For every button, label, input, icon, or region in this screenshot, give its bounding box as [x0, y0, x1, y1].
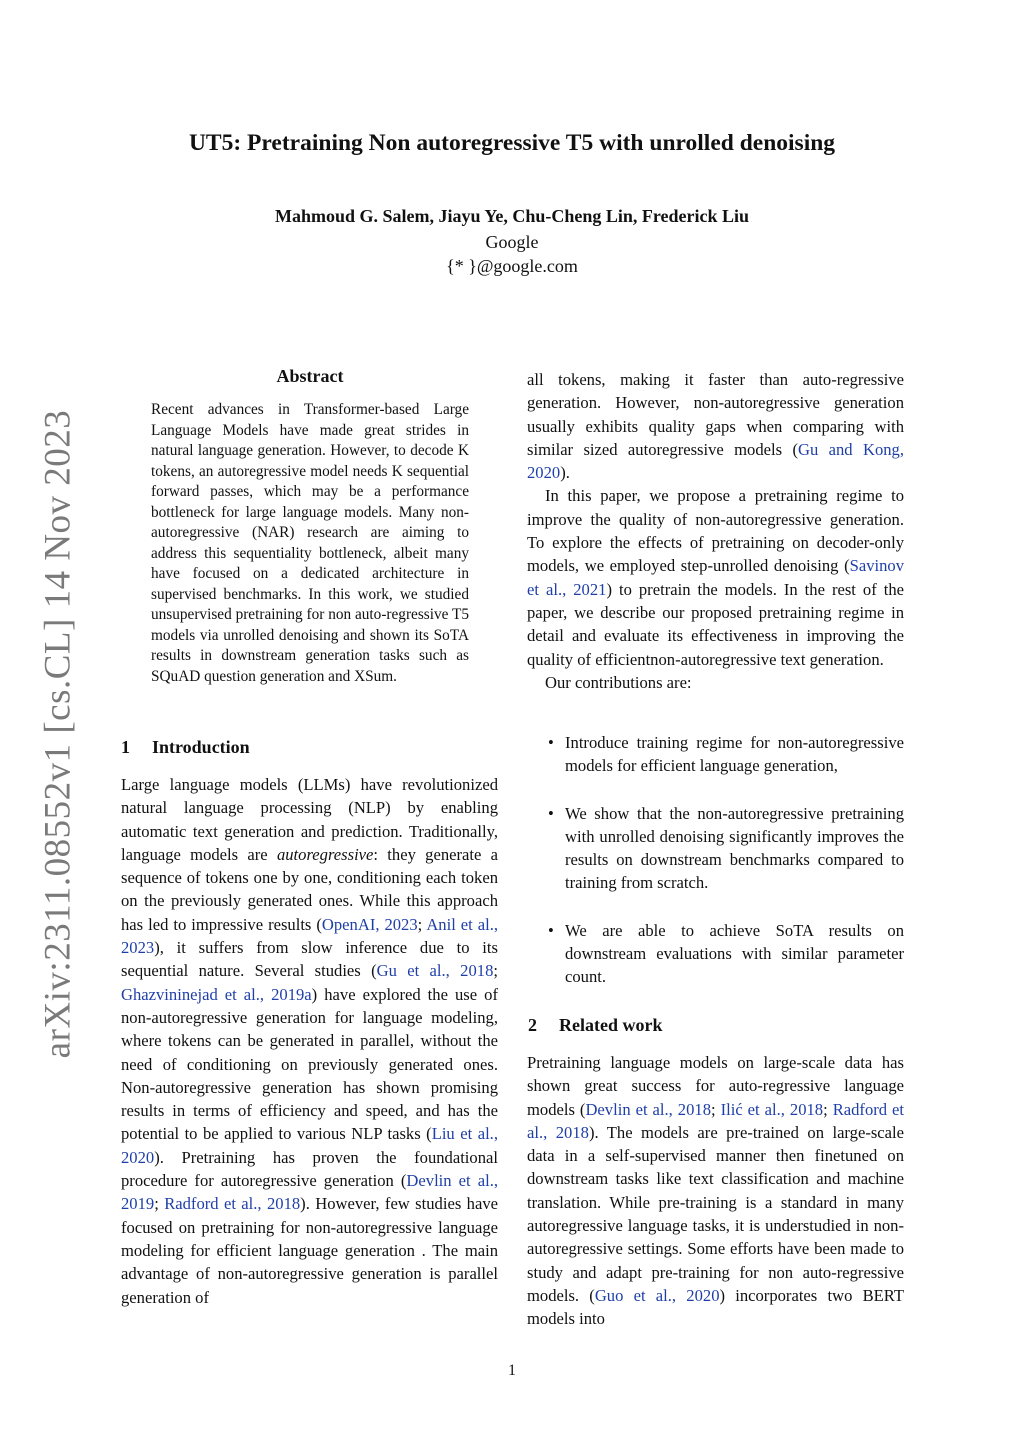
- citation-link[interactable]: Liu et al., 2020: [121, 1124, 498, 1167]
- section-heading-introduction: [121, 737, 250, 758]
- section-number: 1: [121, 737, 130, 757]
- introduction-paragraph: Large language models (LLMs) have revolutionized natural language processing (NLP) by enabling automatic text generation and prediction. Traditionally, language models are autoregressive: they generate a sequence of tokens one by one, conditioning each token on the previously generated ones. While this approach has led to impressive results (OpenAI, 2023; Anil et al., 2023), it suffers from slow inference due to its sequential nature. Several studies (Gu et al., 2018; Ghazvininejad et al., 2019a) have explored the use of non-autoregressive generation for language modeling, where tokens can be generated in parallel, without the need of conditioning on previously generated ones. Non-autoregressive generation has shown promising results in terms of efficiency and speed, and has the potential to be applied to various NLP tasks (Liu et al., 2020). Pretraining has proven the foundational procedure for autoregressive generation (Devlin et al., 2019; Radford et al., 2018). However, few studies have focused on pretraining for non-autoregressive language modeling for efficient language generation . The main advantage of non-autoregressive generation is parallel generation of: [121, 775, 499, 1307]
- affiliation: Google: [485, 232, 539, 252]
- citation-link[interactable]: Guo et al., 2020: [594, 1285, 720, 1305]
- citation-link[interactable]: Gu et al., 2018: [376, 961, 494, 981]
- citation-link[interactable]: Radford et al., 2018: [527, 1099, 905, 1142]
- citation-link[interactable]: Gu and Kong, 2020: [527, 439, 904, 483]
- citation-link[interactable]: OpenAI, 2023: [321, 914, 418, 934]
- citation-link[interactable]: Ghazvininejad et al., 2019a: [121, 984, 312, 1004]
- section-number: 2: [528, 1015, 537, 1035]
- contributions-list: [528, 731, 904, 1013]
- citation-link[interactable]: Ilić et al., 2018: [720, 1099, 824, 1119]
- abstract-text: Recent advances in Transformer-based Large Language Models have made great strides in natural language generation. However, to decode K tokens, an autoregressive model needs K sequential forward passes, which may be a performance bottleneck for large language models. Many non-autoregressive (NAR) research are aiming to address this sequentiality bottleneck, albeit many have focused on a dedicated architecture in supervised benchmarks. In this work, we studied unsupervised pretraining for non auto-regressive T5 models via unrolled denoising and shown its SoTA results in downstream generation tasks such as SQuAD question generation and XSum.: [151, 401, 469, 685]
- section-title: Related work: [559, 1015, 663, 1035]
- citation-link[interactable]: Anil et al., 2023: [121, 914, 499, 958]
- citation-link[interactable]: Devlin et al., 2019: [121, 1171, 498, 1214]
- section-heading-related-work: [528, 1015, 662, 1036]
- citation-link[interactable]: Radford et al., 2018: [164, 1194, 301, 1214]
- arxiv-stamp: arXiv:2311.08552v1 [cs.CL] 14 Nov 2023: [37, 409, 79, 1059]
- list-item: • Introduce training regime for non-autoregressive models for efficient language generation,: [528, 731, 904, 778]
- introduction-paragraph: In this paper, we propose a pretraining regime to improve the quality of non-autoregressive generation. To explore the effects of pretraining on decoder-only models, we employed step-unrolled denoising (Savinov et al., 2021) to pretrain the models. In the rest of the paper, we describe our proposed pretraining regime in detail and evaluate its effectiveness in improving the quality of efficientnon-autoregressive text generation.: [527, 486, 905, 669]
- page-number: 1: [508, 1362, 516, 1379]
- section-title: Introduction: [152, 737, 250, 757]
- citation-link[interactable]: Savinov et al., 2021: [527, 556, 904, 599]
- author-list: Mahmoud G. Salem, Jiayu Ye, Chu-Cheng Lin, Frederick Liu: [274, 206, 750, 226]
- related-work-body: [527, 1051, 904, 1331]
- list-item: • We show that the non-autoregressive pretraining with unrolled denoising significantly improves the results on downstream benchmarks compared to training from scratch.: [528, 802, 904, 895]
- list-item: • We are able to achieve SoTA results on downstream evaluations with similar parameter count.: [528, 919, 904, 989]
- citation-link[interactable]: Devlin et al., 2018: [585, 1099, 711, 1119]
- related-work-paragraph: Pretraining language models on large-scale data has shown great success for auto-regressive language models (Devlin et al., 2018; Ilić et al., 2018; Radford et al., 2018). The models are pre-trained on large-scale data in a self-supervised manner then finetuned on downstream tasks like text classification and machine translation. While pre-training is a standard in many autoregressive language tasks, it is understudied in non-autoregressive settings. Some efforts have been made to study and adapt pre-training for non auto-regressive models. (Guo et al., 2020) incorporates two BERT models into: [527, 1053, 905, 1329]
- author-email: {* }@google.com: [446, 256, 578, 276]
- abstract-heading: Abstract: [276, 366, 344, 386]
- paper-title: UT5: Pretraining Non autoregressive T5 with unrolled denoising: [188, 130, 836, 156]
- introduction-body: [121, 773, 498, 1309]
- introduction-continued: all tokens, making it faster than auto-regressive generation. However, non-autoregressive generation usually exhibits quality gaps when comparing with similar sized autoregressive models (Gu and Kong, 2020).: [527, 370, 904, 483]
- contributions-lead: Our contributions are:: [545, 672, 692, 692]
- right-column-body: [527, 368, 904, 694]
